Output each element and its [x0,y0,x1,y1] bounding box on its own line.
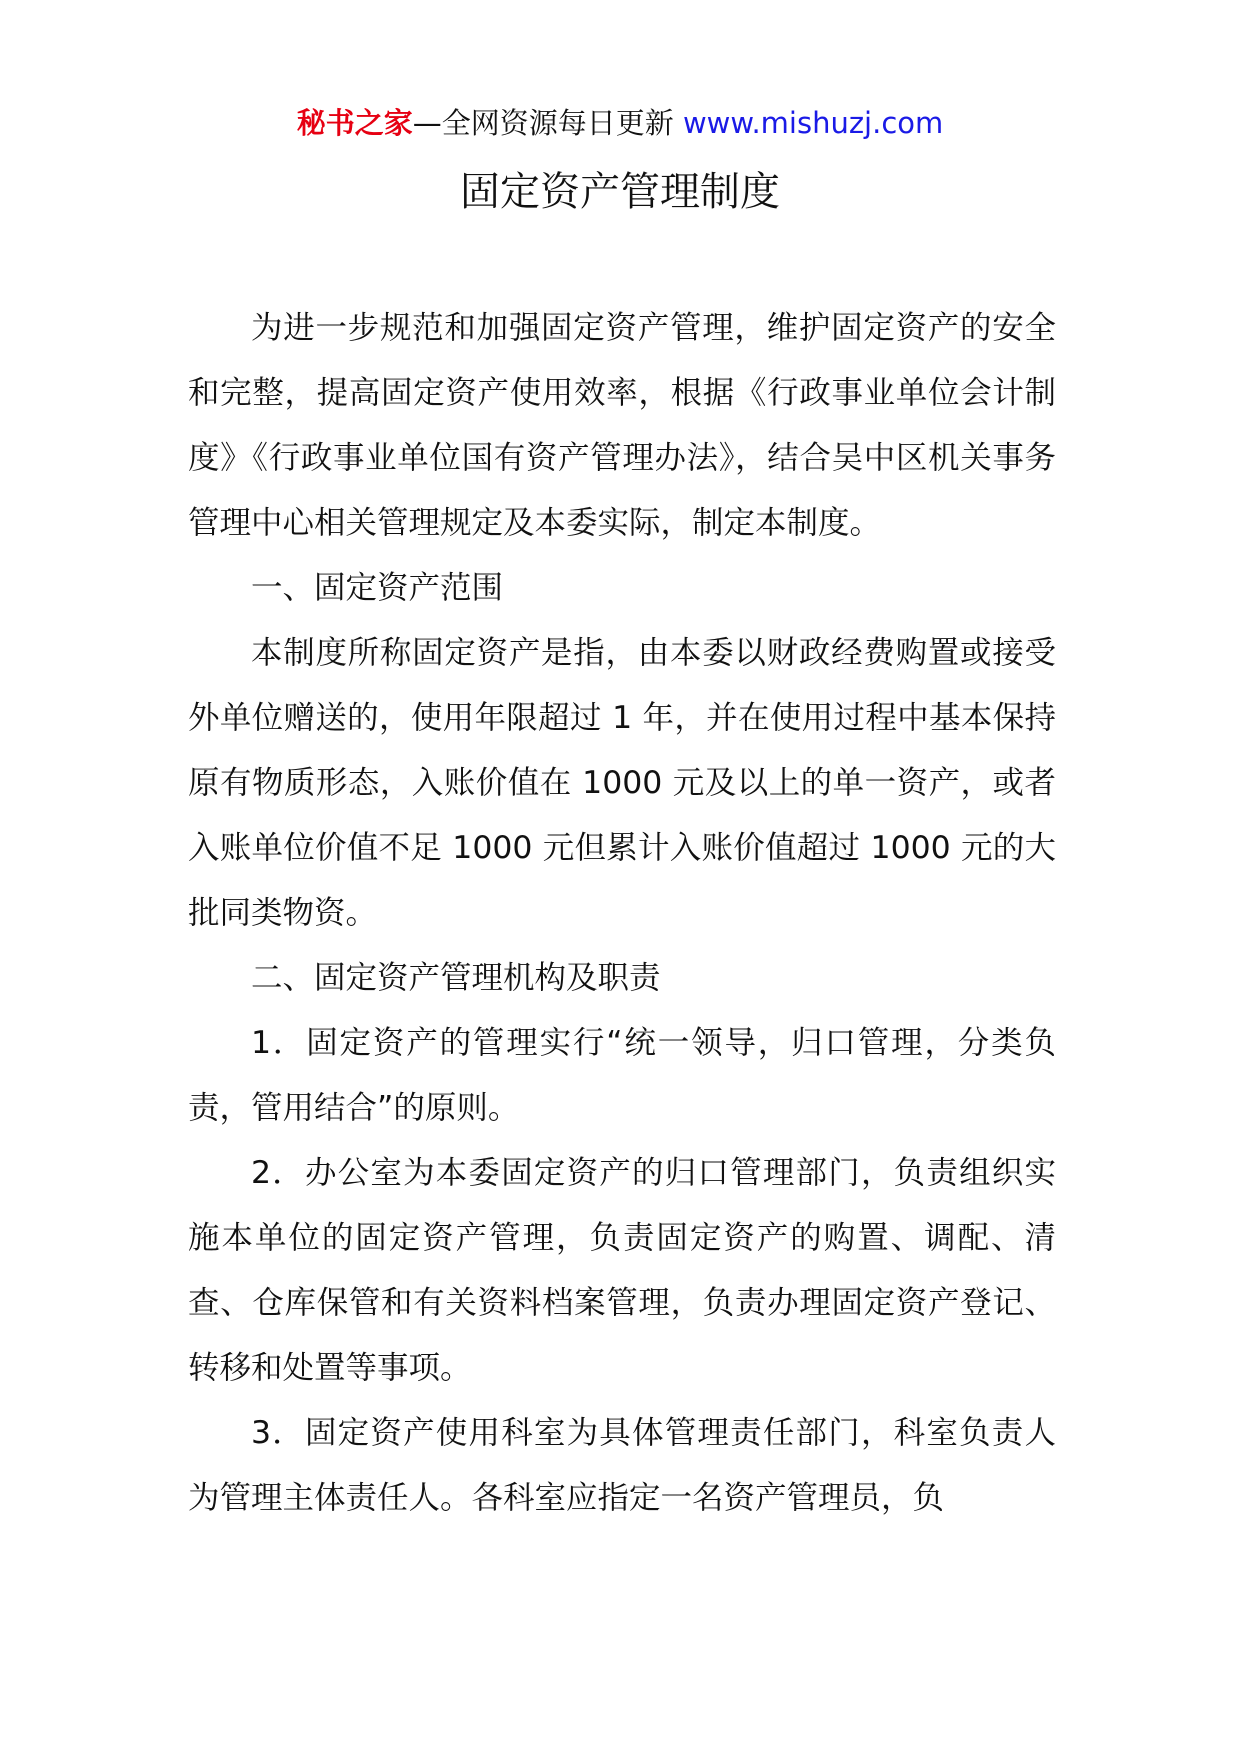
banner-slogan: —全网资源每日更新 [412,106,683,140]
banner-brand: 秘书之家 [296,106,413,140]
paragraph-intro: 为进一步规范和加强固定资产管理，维护固定资产的安全和完整，提高固定资产使用效率，根据《行政事业单位会计制度》《行政事业单位国有资产管理办法》，结合吴中区机关事务管理中心相关管理规定及本委实际，制定本制度。 [188,310,1056,541]
site-banner [0,100,1240,146]
paragraph-item-3: 3．固定资产使用科室为具体管理责任部门，科室负责人为管理主体责任人。各科室应指定一名资产管理员，负 [188,1415,1056,1516]
section-heading-scope: 一、固定资产范围 [251,570,504,606]
document-title: 固定资产管理制度 [460,169,780,215]
paragraph-scope-definition: 本制度所称固定资产是指，由本委以财政经费购置或接受外单位赠送的，使用年限超过 1 年，并在使用过程中基本保持原有物质形态，入账价值在 1000 元及以上的单一资产，或者入账单位价值不足 1000 元但累计入账价值超过 1000 元的大批同类物资。 [188,635,1056,931]
section-heading-organization: 二、固定资产管理机构及职责 [251,960,661,996]
paragraph-item-2: 2．办公室为本委固定资产的归口管理部门，负责组织实施本单位的固定资产管理，负责固定资产的购置、调配、清查、仓库保管和有关资料档案管理，负责办理固定资产登记、转移和处置等事项。 [188,1155,1056,1386]
paragraph-item-1: 1．固定资产的管理实行“统一领导，归口管理，分类负责，管用结合”的原则。 [188,1025,1056,1126]
banner-url-link[interactable]: www.mishuzj.com [682,106,944,140]
document-body [188,296,1056,1531]
